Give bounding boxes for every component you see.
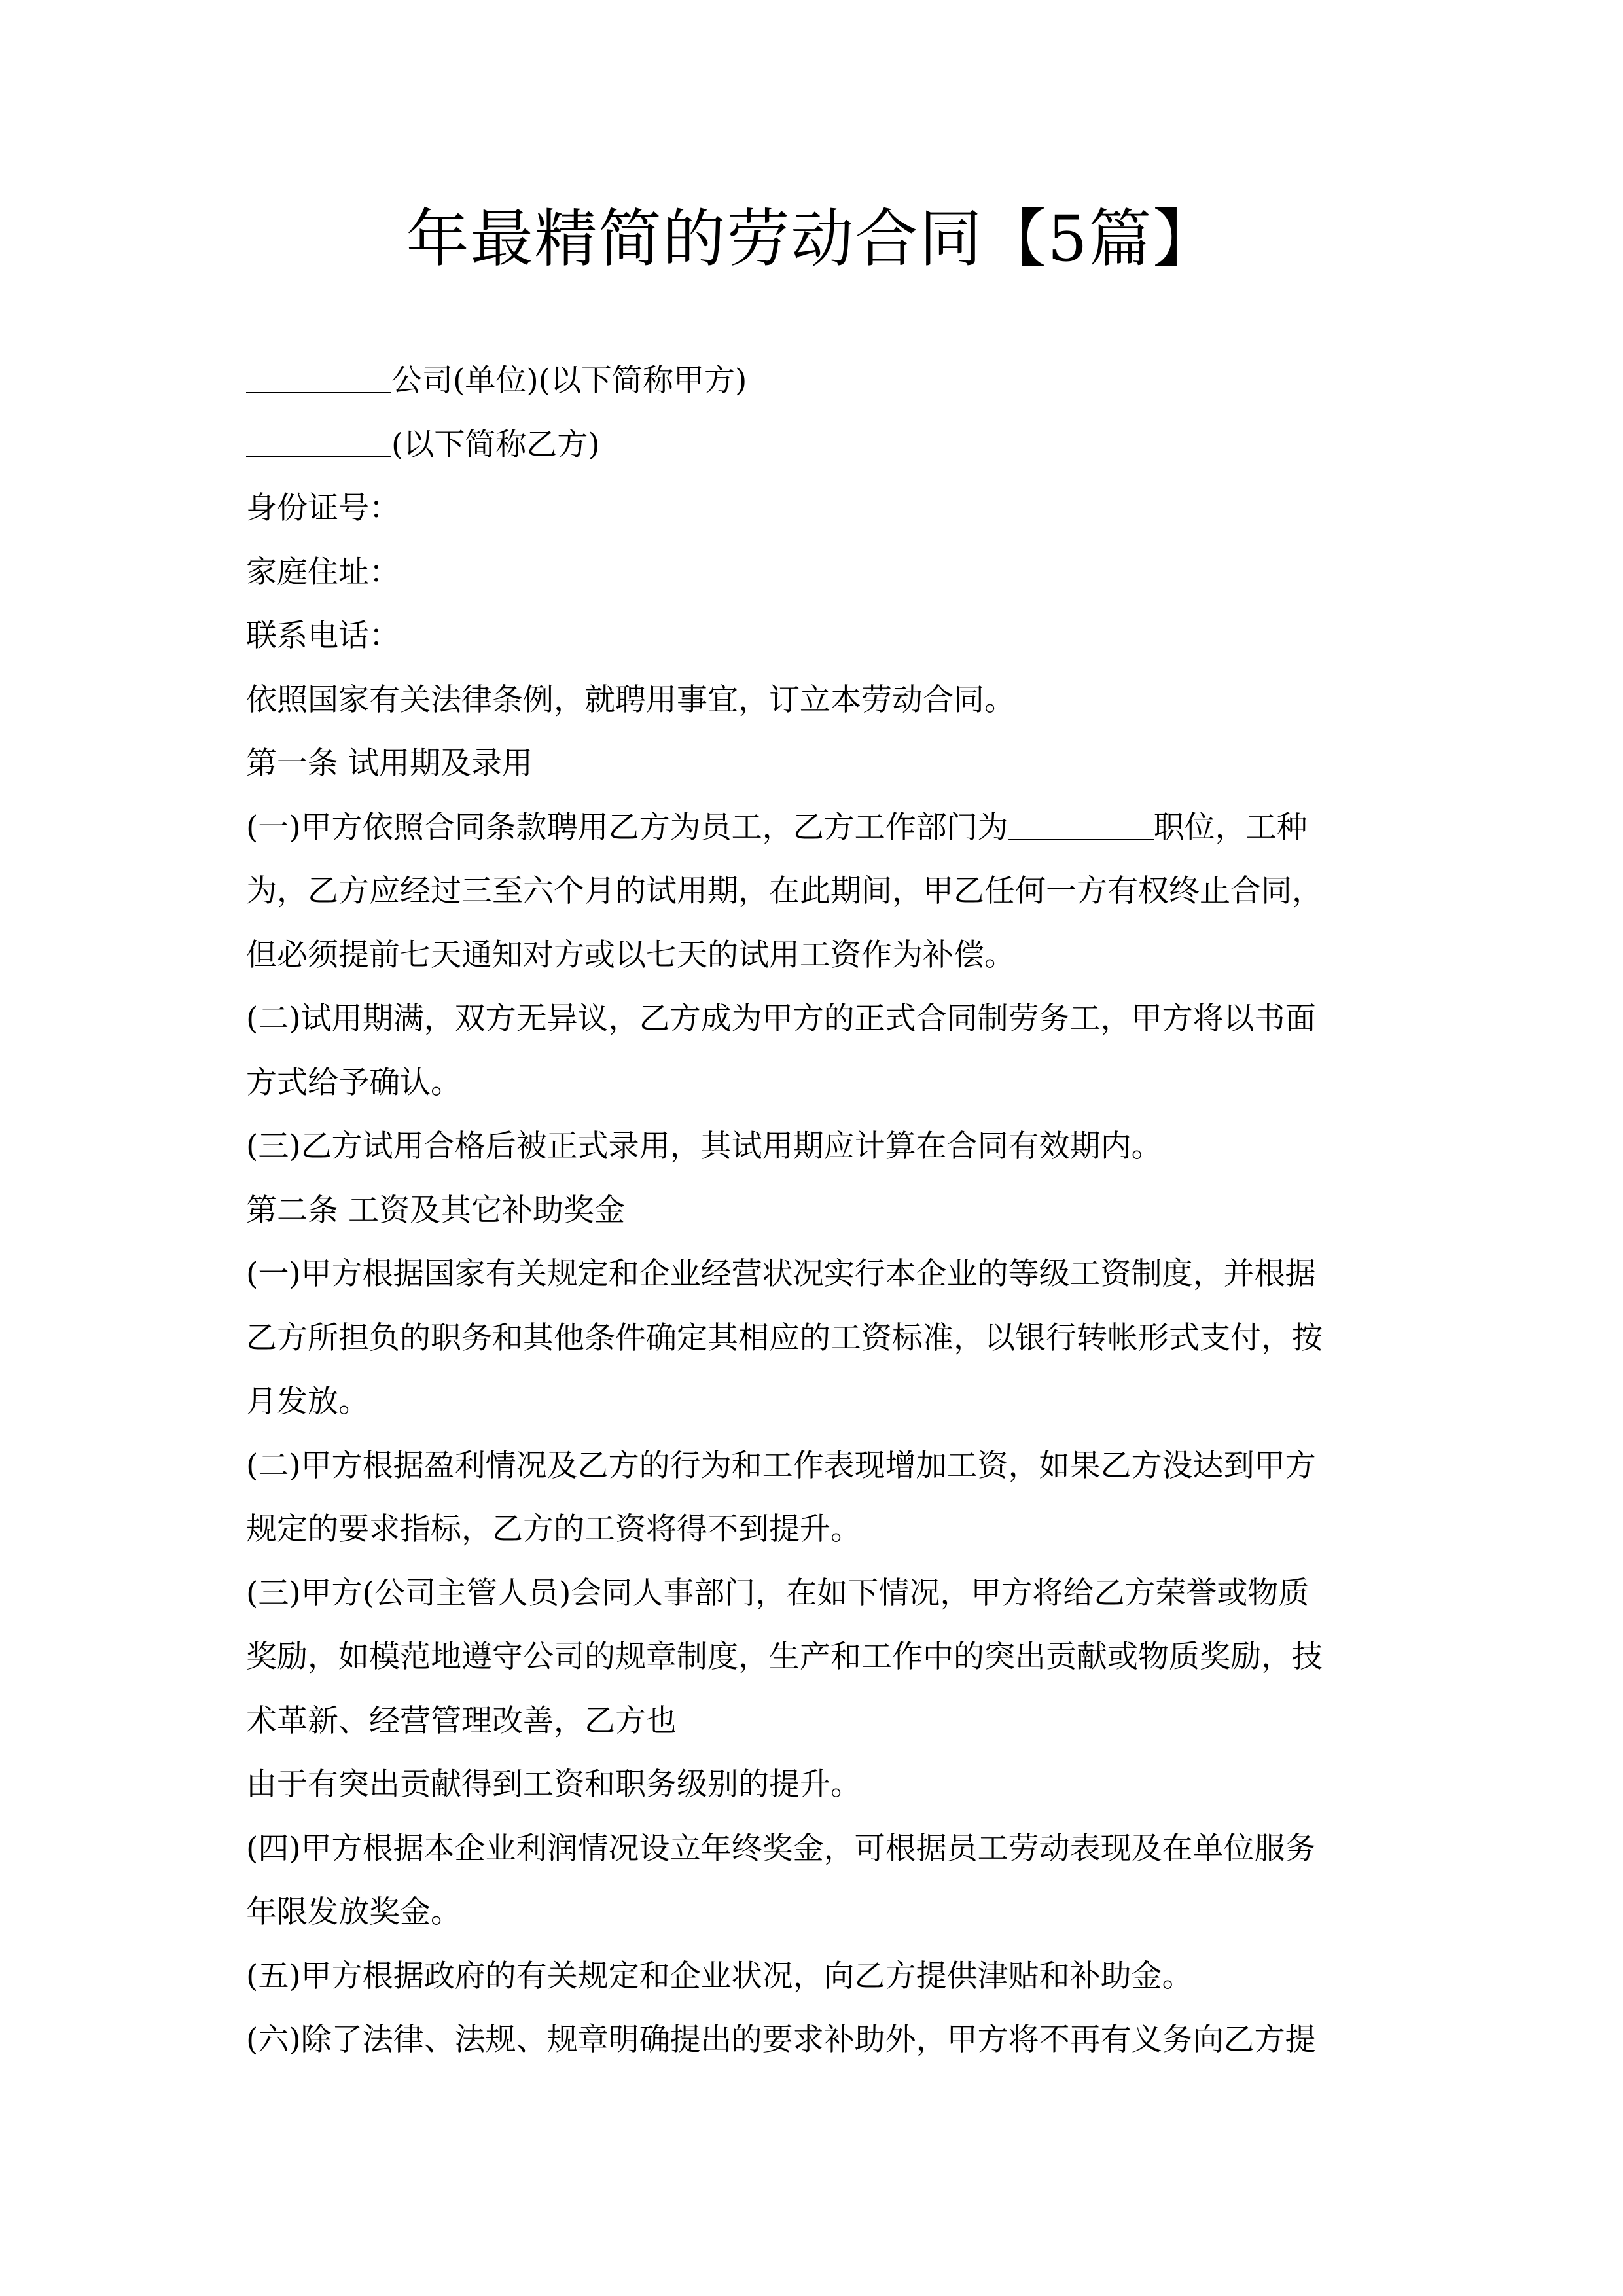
department-blank[interactable]: [1008, 808, 1154, 840]
article-2-clause-3-line-4: 由于有突出贡献得到工资和职务级别的提升。: [246, 1767, 861, 1803]
article-2-clause-5: (五)甲方根据政府的有关规定和企业状况，向乙方提供津贴和补助金。: [246, 1958, 1193, 1994]
id-number-field: 身份证号：: [246, 490, 400, 526]
clause-text: (一)甲方依照合同条款聘用乙方为员工，乙方工作部门为: [246, 809, 1008, 846]
party-a-text: 公司(单位)(以下简称甲方): [391, 363, 747, 399]
document-body: [246, 349, 1385, 2072]
article-1-clause-1-line-1: [246, 796, 1385, 860]
party-a-blank[interactable]: [246, 361, 391, 393]
document-title: 年最精简的劳动合同【5篇】: [406, 202, 1217, 276]
address-field: 家庭住址：: [246, 554, 400, 590]
party-b-blank[interactable]: [246, 425, 391, 457]
article-2-clause-4-line-1: (四)甲方根据本企业利润情况设立年终奖金，可根据员工劳动表现及在单位服务: [246, 1830, 1316, 1867]
article-2-clause-2-line-2: 规定的要求指标，乙方的工资将得不到提升。: [246, 1511, 861, 1547]
article-1-clause-2-line-1: (二)试用期满，双方无异议，乙方成为甲方的正式合同制劳务工，甲方将以书面: [246, 1001, 1316, 1037]
article-1-clause-2-line-2: 方式给予确认。: [246, 1064, 461, 1101]
article-2-clause-1-line-2: 乙方所担负的职务和其他条件确定其相应的工资标准，以银行转帐形式支付，按: [246, 1319, 1323, 1356]
party-b-text: (以下简称乙方): [391, 426, 600, 463]
article-2-heading: 第二条 工资及其它补助奖金: [246, 1192, 625, 1229]
phone-field: 联系电话：: [246, 618, 400, 654]
article-1-clause-3: (三)乙方试用合格后被正式录用，其试用期应计算在合同有效期内。: [246, 1128, 1162, 1164]
article-2-clause-2-line-1: (二)甲方根据盈利情况及乙方的行为和工作表现增加工资，如果乙方没达到甲方: [246, 1447, 1316, 1484]
article-2-clause-1-line-1: (一)甲方根据国家有关规定和企业经营状况实行本企业的等级工资制度，并根据: [246, 1256, 1316, 1292]
article-2-clause-3-line-1: (三)甲方(公司主管人员)会同人事部门，在如下情况，甲方将给乙方荣誉或物质: [246, 1575, 1310, 1611]
article-2-clause-1-line-3: 月发放。: [246, 1384, 369, 1420]
article-1-clause-1-line-2: 为，乙方应经过三至六个月的试用期，在此期间，甲乙任何一方有权终止合同，: [246, 873, 1323, 909]
party-b-line: [246, 413, 1385, 477]
article-2-clause-4-line-2: 年限发放奖金。: [246, 1894, 461, 1930]
clause-text: 职位，工种: [1153, 809, 1308, 846]
preamble: 依照国家有关法律条例，就聘用事宜，订立本劳动合同。: [246, 681, 1015, 718]
article-2-clause-3-line-3: 术革新、经营管理改善，乙方也: [246, 1702, 677, 1739]
article-2-clause-6-line-1: (六)除了法律、法规、规章明确提出的要求补助外，甲方将不再有义务向乙方提: [246, 2022, 1316, 2058]
party-a-line: [246, 349, 1385, 413]
article-1-heading: 第一条 试用期及录用: [246, 745, 533, 781]
article-2-clause-3-line-2: 奖励，如模范地遵守公司的规章制度，生产和工作中的突出贡献或物质奖励，技: [246, 1639, 1323, 1675]
article-1-clause-1-line-3: 但必须提前七天通知对方或以七天的试用工资作为补偿。: [246, 937, 1015, 973]
